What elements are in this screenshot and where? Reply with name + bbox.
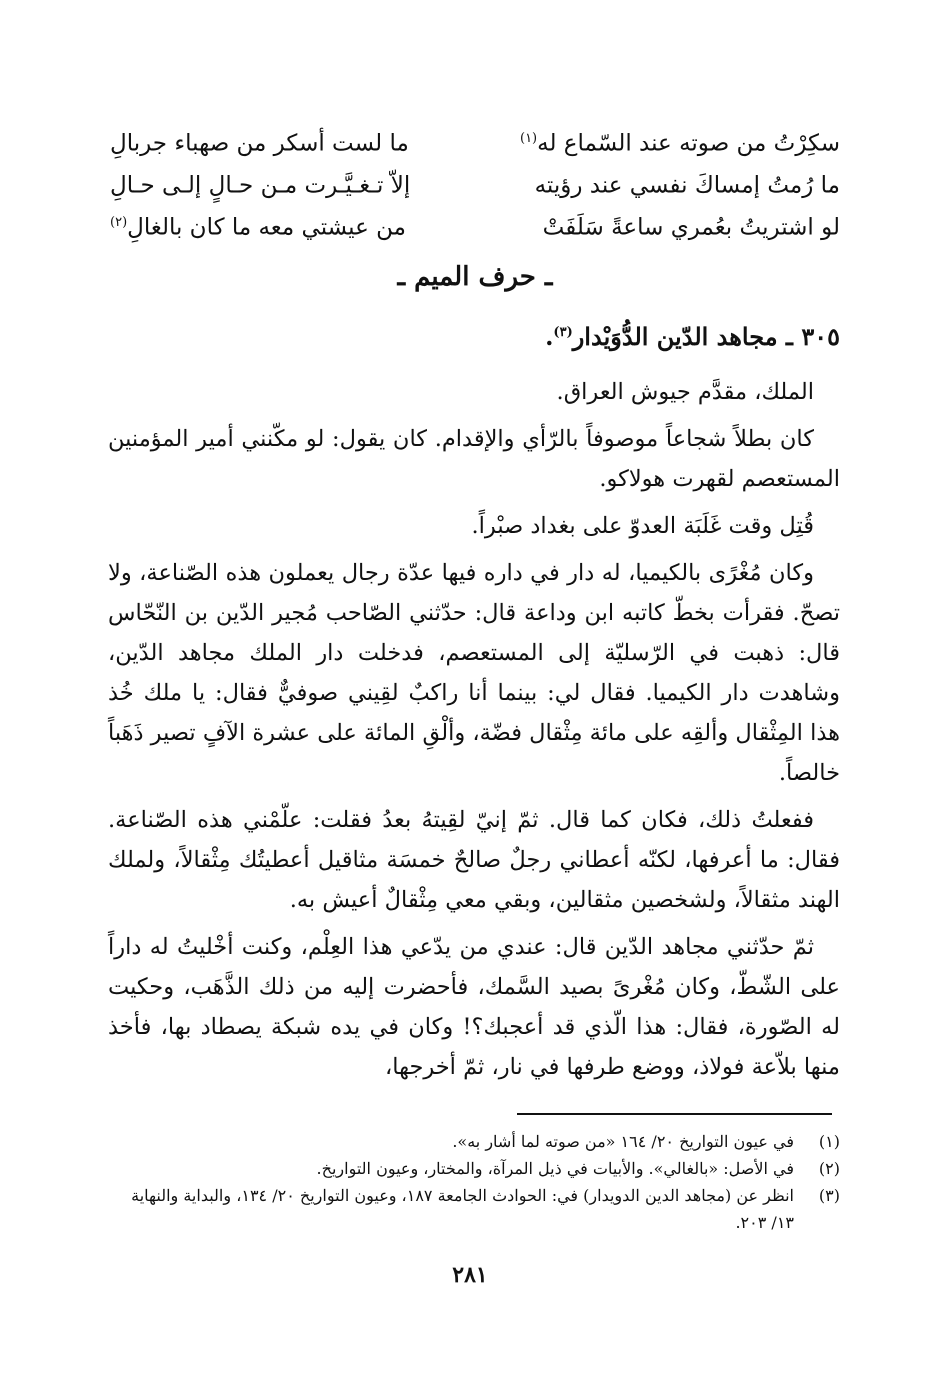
section-heading: ـ حرف الميم ـ: [397, 262, 553, 292]
first-hemistich: سكِرْتُ من صوته عند السّماع له$^{(١)}$: [519, 130, 840, 157]
footnote-ref: (٣): [553, 325, 573, 340]
paragraph: وكان مُغْرًى بالكيميا، له دار في داره فيها عدّة رجال يعملون هذه الصّناعة، ولا تصحّ. فقرأت بخطّ كاتبه ابن وداعة قال: حدّثني الصّاحب مُجير الدّين بن النّحّاس قال: ذهبت في الرّسليّة إلى المستعصم، فدخلت دار الملك مجاهد الدّين، وشاهدت دار الكيميا. فقال لي: بينما أنا راكبٌ لقِيني صوفيٌّ فقال: يا ملك خُذ هذا المِثْقال وألقِه على مائة مِثْقال فضّة، وألْقِ المائة على عشرة الآفٍ تصير ذَهَباً خالصاً.: [108, 560, 840, 786]
footnote-number: (٢): [818, 1159, 840, 1178]
footnotes: [108, 1128, 840, 1236]
body-text: [108, 372, 840, 1094]
footnote: [108, 1128, 840, 1155]
first-hemistich: ما رُمتُ إمساكَ نفسي عند رؤيته: [534, 172, 840, 199]
footnote-number: (١): [818, 1132, 840, 1151]
second-hemistich: إلاّ تـغـيَّـرت مـن حـالٍ إلـى حـالِ: [110, 172, 411, 199]
verse: [110, 118, 840, 160]
footnote-ref: (٢): [110, 215, 128, 230]
footnote-number: (٣): [818, 1186, 840, 1205]
footnote-text: انظر عن (مجاهد الدين الدويدار) في: الحوادث الجامعة ١٨٧، وعيون التواريخ ٢٠/ ١٣٤، والبداية والنهاية ١٣/ ٢٠٣.: [131, 1186, 794, 1232]
second-hemistich: ما لست أسكر من صهباء جربالِ: [110, 130, 409, 157]
footnote-text: في الأصل: «بالغالي». والأبيات في ذيل المرآة، والمختار، وعيون التواريخ.: [316, 1159, 794, 1178]
first-hemistich: لو اشتريتُ بعُمري ساعةً سَلَفَتْ: [542, 214, 840, 241]
footnote-text: في عيون التواريخ ٢٠/ ١٦٤ «من صوته لما أشار به».: [452, 1132, 794, 1151]
paragraph: قُتِل وقت غَلَبَة العدوّ على بغداد صبْراً.: [471, 513, 814, 539]
paragraph: ثمّ حدّثني مجاهد الدّين قال: عندي من يدّعي هذا العِلْم، وكنت أخْليتُ له داراً على الشّطّ، وكان مُغْرىً بصيد السَّمك، فأحضرت إليه من ذلك الذَّهَب، وحكيت له الصّورة، فقال: هذا الّذي قد أعجبك؟! وكان في يده شبكة يصطاد بها، فأخذ منها بلاّعة فولاذ، ووضع طرفها في نار، ثمّ أخرجها،: [108, 934, 840, 1080]
footnote: [108, 1182, 840, 1236]
verse: [110, 160, 840, 202]
poem: [110, 118, 840, 244]
page-number: ٢٨١: [452, 1262, 488, 1288]
entry-title: ٣٠٥ ـ مجاهد الدّين الدُّوَيْدار$^{(٣)}$.: [545, 322, 840, 351]
footnote: [108, 1155, 840, 1182]
paragraph: ففعلتُ ذلك، فكان كما قال. ثمّ إنيّ لقِيتهُ بعدُ فقلت: علّمْني هذه الصّناعة. فقال: ما أعرفها، لكنّه أعطاني رجلٌ صالحٌ خمسَة مثاقيل أعطيتُك مِثْقالاً، ولملك الهند مثقالاً، ولشخصين مثقالين، وبقي معي مِثْقالٌ أعيش به.: [108, 807, 840, 913]
verse: [110, 202, 840, 244]
paragraph: كان بطلاً شجاعاً موصوفاً بالرّأي والإقدام. كان يقول: لو مكّنني أمير المؤمنين المستعصم لقهرت هولاكو.: [108, 426, 840, 492]
footnote-divider: [517, 1113, 832, 1115]
second-hemistich: من عيشتي معه ما كان بالغالِ$^{(٢)}$: [110, 214, 406, 241]
paragraph: الملك، مقدَّم جيوش العراق.: [556, 379, 814, 405]
footnote-ref: (١): [519, 131, 538, 146]
